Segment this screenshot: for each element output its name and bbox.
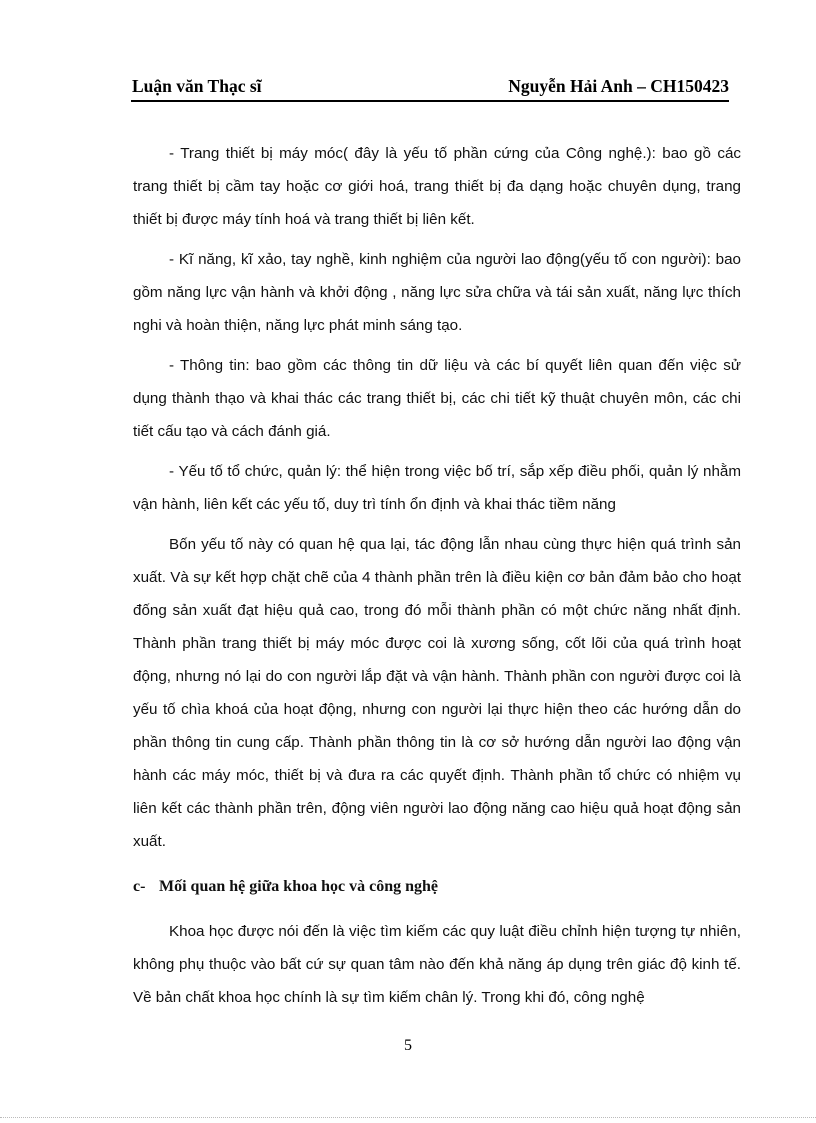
footer-dotted-rule	[0, 1117, 816, 1118]
page-header	[131, 74, 729, 102]
paragraph-four-factors: Bốn yếu tố này có quan hệ qua lại, tác động lẫn nhau cùng thực hiện quá trình sản xuất. Và sự kết hợp chặt chẽ của 4 thành phần trên là điều kiện cơ bản đảm bảo cho hoạt đống sản xuất đạt hiệu quả cao, trong đó mỗi thành phần có một chức năng nhất định. Thành phần trang thiết bị máy móc được coi là xương sống, cốt lõi của quá trình hoạt động, nhưng nó lại do con người lắp đặt và vận hành. Thành phần con người được coi là yếu tố chìa khoá của hoạt động, nhưng con người lại thực hiện theo các hướng dẫn do phần thông tin cung cấp. Thành phần thông tin là cơ sở hướng dẫn người lao động vận hành các máy móc, thiết bị và đưa ra các quyết định. Thành phần tổ chức có nhiệm vụ liên kết các thành phần trên, động viên người lao động năng cao hiệu quả hoạt động sản xuất.	[133, 536, 741, 850]
header-author: Nguyễn Hải Anh – CH150423	[508, 76, 729, 96]
paragraph-equipment: - Trang thiết bị máy móc( đây là yếu tố phần cứng của Công nghệ.): bao gồ các trang thiết bị cầm tay hoặc cơ giới hoá, trang thiết bị đa dạng hoặc chuyên dụng, trang thiết bị được máy tính hoá và trang thiết bị liên kết.	[133, 145, 741, 228]
section-title: Mối quan hệ giữa khoa học và công nghệ	[159, 878, 438, 895]
paragraph-information: - Thông tin: bao gồm các thông tin dữ liệu và các bí quyết liên quan đến việc sử dụng thành thạo và khai thác các trang thiết bị, các chi tiết kỹ thuật chuyên môn, các chi tiết cấu tạo và cách đánh giá.	[133, 357, 741, 440]
page-number: 5	[404, 1037, 412, 1054]
page-body	[133, 137, 741, 1021]
section-number: c-	[133, 878, 146, 895]
section-heading	[133, 870, 741, 903]
header-thesis-label: Luận văn Thạc sĩ	[132, 76, 262, 96]
paragraph-science: Khoa học được nói đến là việc tìm kiếm các quy luật điều chỉnh hiện tượng tự nhiên, không phụ thuộc vào bất cứ sự quan tâm nào đến khả năng áp dụng trên giác độ kinh tế. Về bản chất khoa học chính là sự tìm kiếm chân lý. Trong khi đó, công nghệ	[133, 923, 741, 1006]
paragraph-skills: - Kĩ năng, kĩ xảo, tay nghề, kinh nghiệm của người lao động(yếu tố con người): bao gồm năng lực vận hành và khởi động , năng lực sửa chữa và tái sản xuất, năng lực thích nghi và hoàn thiện, năng lực phát minh sáng tạo.	[133, 251, 741, 334]
paragraph-organization: - Yếu tố tổ chức, quản lý: thể hiện trong việc bố trí, sắp xếp điều phối, quản lý nhằm vận hành, liên kết các yếu tố, duy trì tính ổn định và khai thác tiềm năng	[133, 463, 741, 513]
